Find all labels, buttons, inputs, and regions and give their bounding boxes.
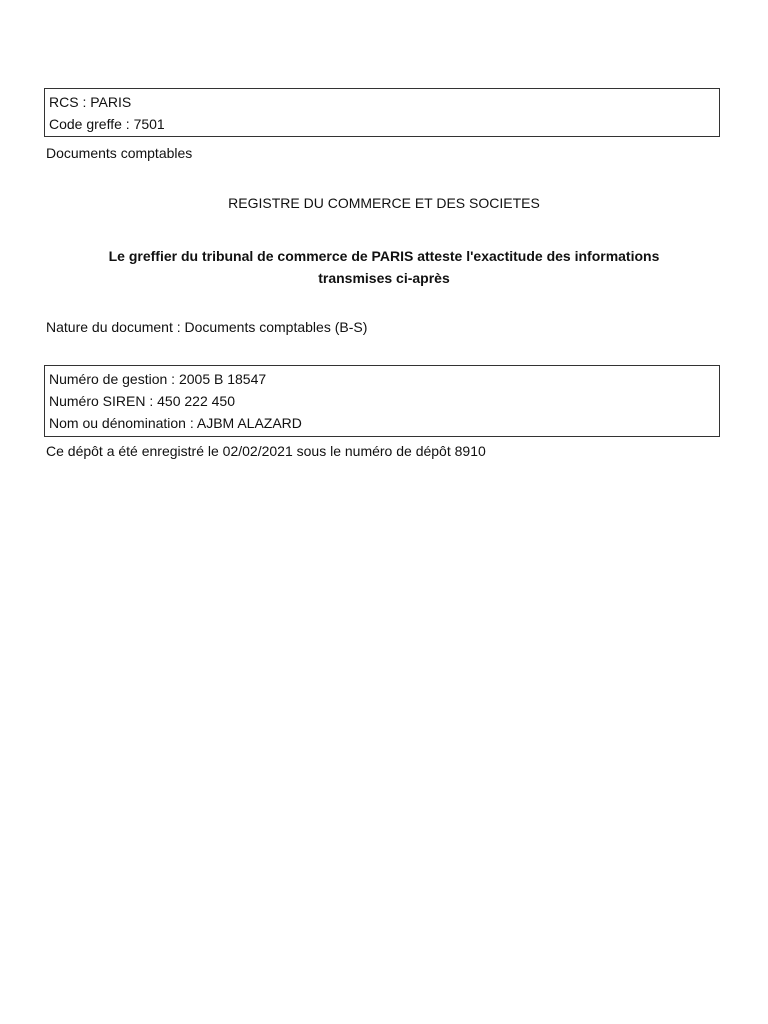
company-name-line: Nom ou dénomination : AJBM ALAZARD bbox=[49, 415, 302, 431]
attestation-line-1: Le greffier du tribunal de commerce de PARIS atteste l'exactitude des informations bbox=[108, 248, 660, 264]
deposit-note: Ce dépôt a été enregistré le 02/02/2021 sous le numéro de dépôt 8910 bbox=[46, 443, 486, 459]
registry-title: REGISTRE DU COMMERCE ET DES SOCIETES bbox=[228, 195, 540, 211]
registry-info-box bbox=[44, 88, 720, 137]
code-greffe-line: Code greffe : 7501 bbox=[49, 116, 165, 132]
gestion-number-line: Numéro de gestion : 2005 B 18547 bbox=[49, 371, 267, 387]
attestation-line-2: transmises ci-après bbox=[318, 270, 450, 286]
doc-type-heading: Documents comptables bbox=[46, 145, 193, 161]
siren-number-line: Numéro SIREN : 450 222 450 bbox=[49, 393, 235, 409]
rcs-line: RCS : PARIS bbox=[49, 94, 132, 110]
company-info-box bbox=[44, 365, 720, 437]
attestation-statement bbox=[60, 245, 708, 289]
document-nature: Nature du document : Documents comptables (B-S) bbox=[46, 319, 368, 335]
